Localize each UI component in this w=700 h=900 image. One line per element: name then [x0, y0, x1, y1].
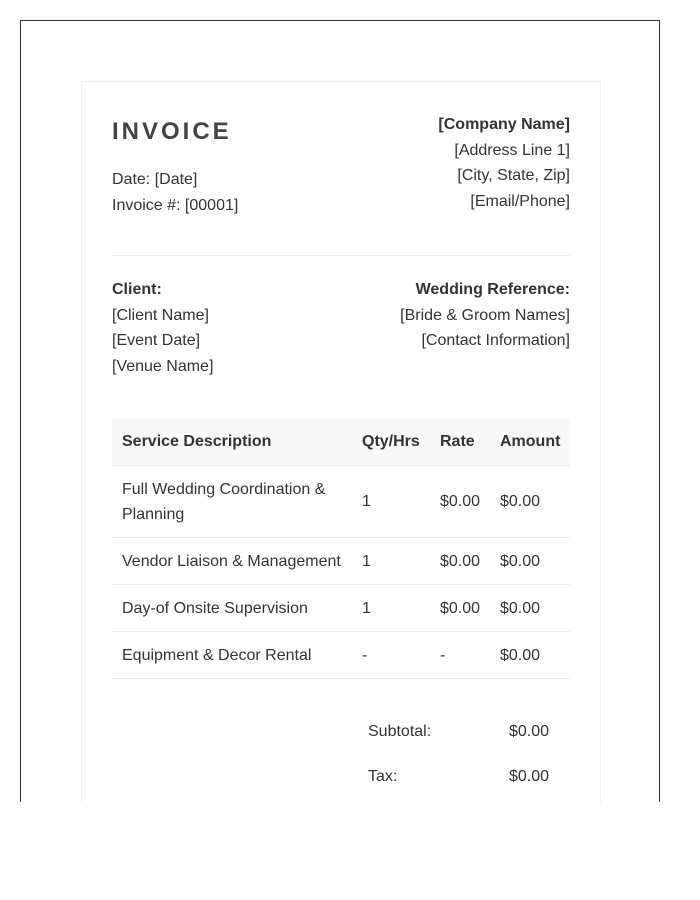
client-name: [Client Name] — [112, 306, 209, 324]
tax-label: Tax: — [368, 768, 398, 785]
table-row — [112, 585, 570, 632]
row-amount: $0.00 — [490, 585, 570, 632]
subtotal-row — [368, 720, 550, 744]
row-amount: $0.00 — [490, 632, 570, 679]
row-description: Vendor Liaison & Management — [112, 538, 352, 585]
totals-section — [112, 679, 570, 799]
row-qty: 1 — [352, 466, 430, 538]
row-rate: - — [430, 632, 490, 679]
wedding-contact: [Contact Information] — [421, 332, 570, 349]
header-rate: Rate — [430, 418, 490, 466]
row-description: Day-of Onsite Supervision — [112, 585, 352, 632]
subtotal-value: $0.00 — [509, 723, 550, 740]
invoice-meta — [112, 167, 238, 219]
subtotal-label: Subtotal: — [368, 723, 432, 740]
row-qty: - — [352, 632, 430, 679]
wedding-reference-label: Wedding Reference: — [415, 281, 570, 298]
row-amount: $0.00 — [490, 466, 570, 538]
header-amount: Amount — [490, 418, 570, 466]
tax-value: $0.00 — [509, 768, 550, 785]
company-contact: [Email/Phone] — [470, 192, 570, 210]
client-venue: [Venue Name] — [112, 357, 214, 375]
row-rate: $0.00 — [430, 466, 490, 538]
parties-section — [112, 256, 570, 418]
row-qty: 1 — [352, 585, 430, 632]
company-name: [Company Name] — [438, 116, 570, 133]
row-qty: 1 — [352, 538, 430, 585]
client-event-date: [Event Date] — [112, 332, 201, 349]
table-row — [112, 466, 570, 538]
client-block — [112, 277, 213, 379]
services-table — [112, 418, 570, 679]
header-service-description: Service Description — [112, 418, 352, 466]
invoice-number: Invoice #: [00001] — [112, 197, 239, 214]
table-row — [112, 632, 570, 679]
company-city: [City, State, Zip] — [457, 167, 570, 184]
company-address: [Address Line 1] — [454, 141, 570, 159]
row-description: Equipment & Decor Rental — [112, 632, 352, 679]
invoice-header — [112, 82, 570, 256]
row-description: Full Wedding Coordination & Planning — [112, 466, 352, 538]
invoice-title: INVOICE — [112, 118, 232, 145]
row-rate: $0.00 — [430, 585, 490, 632]
row-rate: $0.00 — [430, 538, 490, 585]
row-amount: $0.00 — [490, 538, 570, 585]
wedding-reference-block — [400, 277, 570, 354]
invoice-date: Date: [Date] — [112, 171, 198, 188]
wedding-names: [Bride & Groom Names] — [400, 306, 570, 324]
client-label: Client: — [112, 281, 162, 298]
table-header-row — [112, 418, 570, 466]
company-block — [438, 112, 570, 214]
tax-row — [368, 765, 550, 789]
invoice-card — [81, 81, 601, 802]
table-row — [112, 538, 570, 585]
document-page — [20, 20, 660, 802]
header-qty-hrs: Qty/Hrs — [352, 418, 430, 466]
